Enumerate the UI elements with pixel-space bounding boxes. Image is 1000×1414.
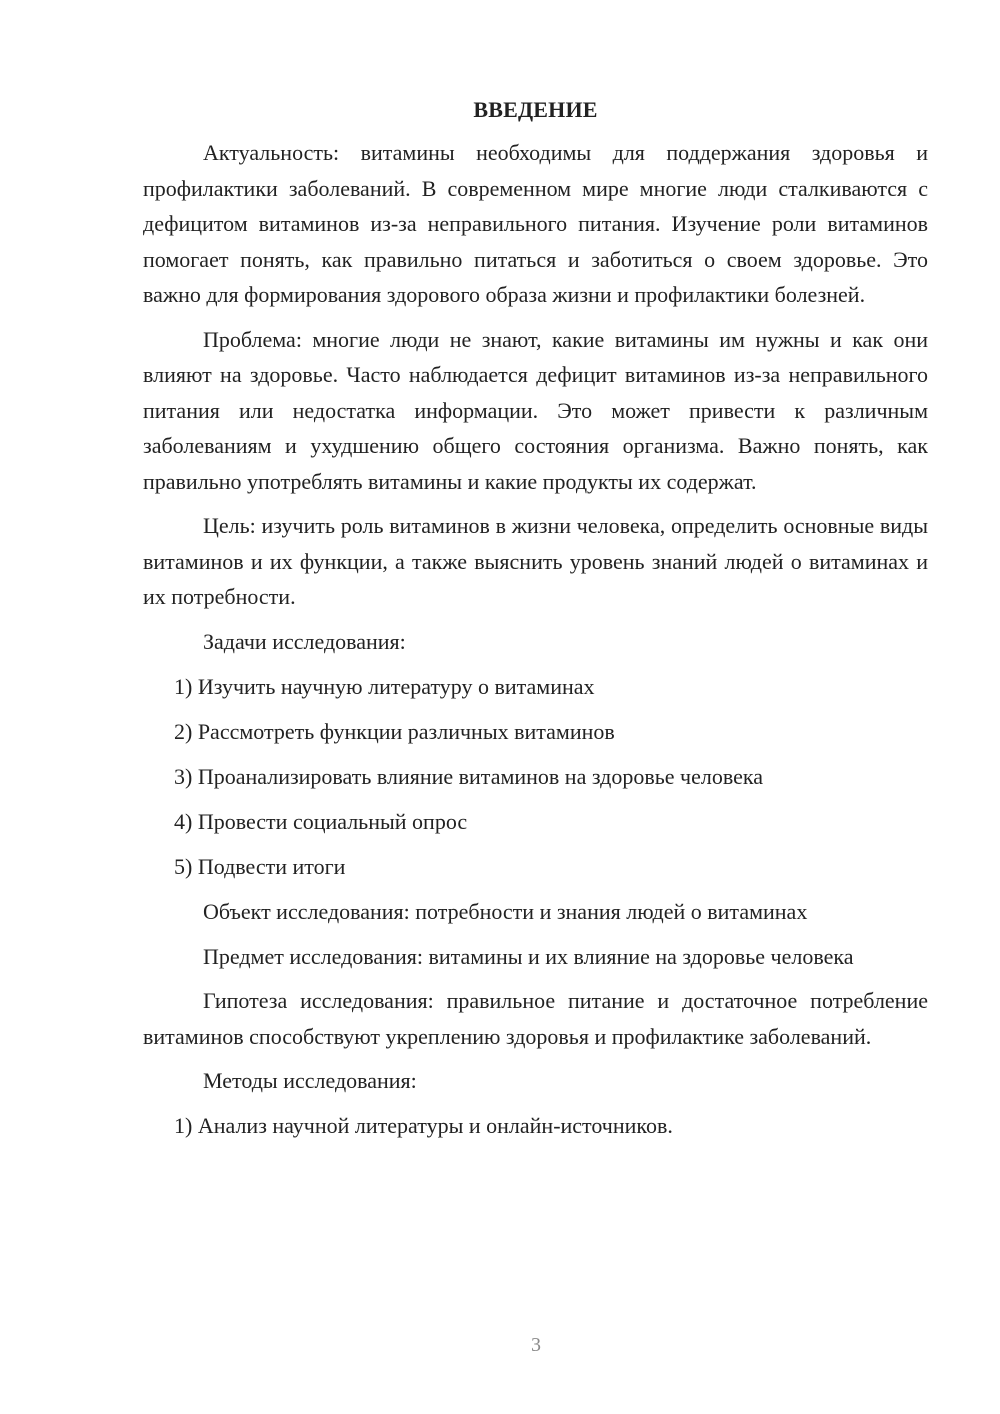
object-line: Объект исследования: потребности и знания людей о витаминах bbox=[203, 898, 808, 924]
tasks-heading: Задачи исследования: bbox=[203, 628, 406, 654]
task-item: 2) Рассмотреть функции различных витаминов bbox=[174, 718, 615, 744]
relevance-paragraph: Актуальность: витамины необходимы для поддержания здоровья и профилактики заболеваний. В современном мире многие люди сталкиваются с дефицитом витаминов из-за неправильного питания. Изучение роли витаминов помогает понять, как правильно питаться и заботиться о своем здоровье. Это важно для формирования здорового образа жизни и профилактики болезней. bbox=[143, 140, 928, 307]
task-item: 5) Подвести итоги bbox=[174, 853, 346, 879]
hypothesis-paragraph: Гипотеза исследования: правильное питание и достаточное потребление витаминов способствуют укреплению здоровья и профилактике заболеваний. bbox=[143, 988, 928, 1049]
task-item: 1) Изучить научную литературу о витаминах bbox=[174, 673, 595, 699]
page-number: 3 bbox=[531, 1334, 541, 1356]
document-body bbox=[143, 95, 928, 1153]
method-item: 1) Анализ научной литературы и онлайн-источников. bbox=[174, 1113, 673, 1138]
problem-paragraph: Проблема: многие люди не знают, какие витамины им нужны и как они влияют на здоровье. Часто наблюдается дефицит витаминов из-за неправильного питания или недостатка информации. Это может привести к различным заболеваниям и ухудшению общего состояния организма. Важно понять, как правильно употреблять витамины и какие продукты их содержат. bbox=[143, 326, 928, 494]
task-item: 3) Проанализировать влияние витаминов на здоровье человека bbox=[174, 763, 763, 789]
goal-paragraph: Цель: изучить роль витаминов в жизни человека, определить основные виды витаминов и их функции, а также выяснить уровень знаний людей о витаминах и их потребности. bbox=[143, 513, 928, 609]
methods-heading: Методы исследования: bbox=[203, 1068, 417, 1093]
task-item: 4) Провести социальный опрос bbox=[174, 808, 468, 834]
subject-paragraph: Предмет исследования: витамины и их влияние на здоровье человека bbox=[203, 943, 854, 969]
section-title: ВВЕДЕНИЕ bbox=[473, 97, 598, 122]
